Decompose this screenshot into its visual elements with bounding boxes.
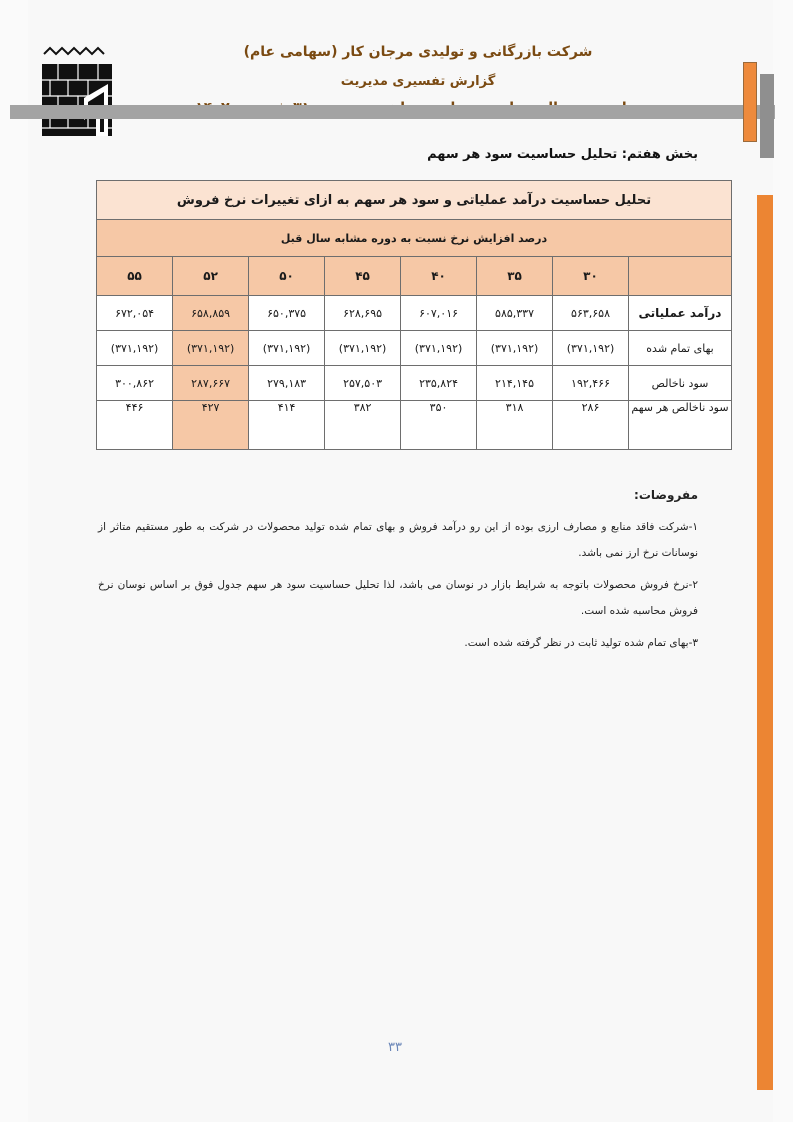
row-label: سود ناخالص: [629, 366, 732, 401]
table-cell: ۴۱۴: [249, 401, 325, 450]
table-cell: ۲۸۶: [553, 401, 629, 450]
row-label: بهای تمام شده: [629, 331, 732, 366]
table-row: [97, 331, 732, 366]
row-label: درآمد عملیاتی: [629, 296, 732, 331]
section-title: بخش هفتم: تحلیل حساسیت سود هر سهم: [427, 147, 698, 162]
table-cell: ۲۳۵,۸۲۴: [401, 366, 477, 401]
company-name: شرکت بازرگانی و تولیدی مرجان کار (سهامی عام): [243, 44, 593, 60]
assumption-item: ۳-بهای تمام شده تولید ثابت در نظر گرفته شده است.: [464, 637, 698, 649]
table-row: [97, 296, 732, 331]
table-cell: ۲۷۹,۱۸۳: [249, 366, 325, 401]
table-subtitle: درصد افزایش نرخ نسبت به دوره مشابه سال قبل: [97, 220, 732, 257]
column-header: ۳۰: [553, 257, 629, 296]
table-cell: ۲۵۷,۵۰۳: [325, 366, 401, 401]
table-cell: ۳۸۲: [325, 401, 401, 450]
assumptions-title: مفروضات:: [634, 488, 698, 502]
column-header: ۴۵: [325, 257, 401, 296]
assumption-item: ۲-نرخ فروش محصولات باتوجه به شرایط بازار در نوسان می باشد، لذا تحلیل حساسیت سود هر سهم جدول فوق بر اساس نوسان نرخ فروش محاسبه شده است.: [98, 579, 698, 617]
side-accent-bar: [757, 195, 773, 1090]
table-cell: ۳۰۰,۸۶۲: [97, 366, 173, 401]
table-cell-highlight: ۴۲۷: [173, 401, 249, 450]
header-gray-bar: [760, 74, 774, 158]
page-number: ۳۳: [388, 1040, 402, 1055]
column-header: ۵۰: [249, 257, 325, 296]
header-corner-cell: [629, 257, 732, 296]
row-label: سود ناخالص هر سهم: [629, 401, 732, 450]
table-cell: ۶۷۲,۰۵۴: [97, 296, 173, 331]
header-accent-bar: [743, 62, 757, 142]
table-cell-highlight: (۳۷۱,۱۹۲): [173, 331, 249, 366]
column-header: ۵۲: [173, 257, 249, 296]
table-cell: ۵۸۵,۳۳۷: [477, 296, 553, 331]
table-cell-highlight: ۶۵۸,۸۵۹: [173, 296, 249, 331]
page-header: [28, 38, 773, 158]
table-row: [97, 401, 732, 450]
table-title: تحلیل حساسیت درآمد عملیاتی و سود هر سهم به ازای تغییرات نرخ فروش: [97, 181, 732, 220]
table-cell: ۲۱۴,۱۴۵: [477, 366, 553, 401]
table-cell: (۳۷۱,۱۹۲): [477, 331, 553, 366]
table-cell: ۱۹۲,۴۶۶: [553, 366, 629, 401]
table-cell: (۳۷۱,۱۹۲): [401, 331, 477, 366]
table-cell: ۵۶۳,۶۵۸: [553, 296, 629, 331]
table-cell-highlight: ۲۸۷,۶۶۷: [173, 366, 249, 401]
table-cell: ۶۰۷,۰۱۶: [401, 296, 477, 331]
assumption-item: ۱-شرکت فاقد منابع و مصارف ارزی بوده از این رو درآمد فروش و بهای تمام شده تولید محصولات در شرکت به طور مستقیم متاثر از نوسانات نرخ ارز نمی باشد.: [98, 521, 698, 559]
table-cell: (۳۷۱,۱۹۲): [97, 331, 173, 366]
table-cell: ۴۴۶: [97, 401, 173, 450]
table-cell: ۶۲۸,۶۹۵: [325, 296, 401, 331]
header-divider-bar: [10, 105, 775, 119]
table-row: [97, 366, 732, 401]
column-header: ۴۰: [401, 257, 477, 296]
table-cell: (۳۷۱,۱۹۲): [325, 331, 401, 366]
table-cell: ۳۵۰: [401, 401, 477, 450]
table-cell: ۳۱۸: [477, 401, 553, 450]
table-header-row: [97, 257, 732, 296]
sensitivity-table: [96, 180, 732, 450]
table-cell: ۶۵۰,۳۷۵: [249, 296, 325, 331]
report-title: گزارش تفسیری مدیریت: [340, 74, 496, 89]
column-header: ۳۵: [477, 257, 553, 296]
table-cell: (۳۷۱,۱۹۲): [249, 331, 325, 366]
table-cell: (۳۷۱,۱۹۲): [553, 331, 629, 366]
company-logo-icon: [38, 44, 116, 140]
column-header: ۵۵: [97, 257, 173, 296]
